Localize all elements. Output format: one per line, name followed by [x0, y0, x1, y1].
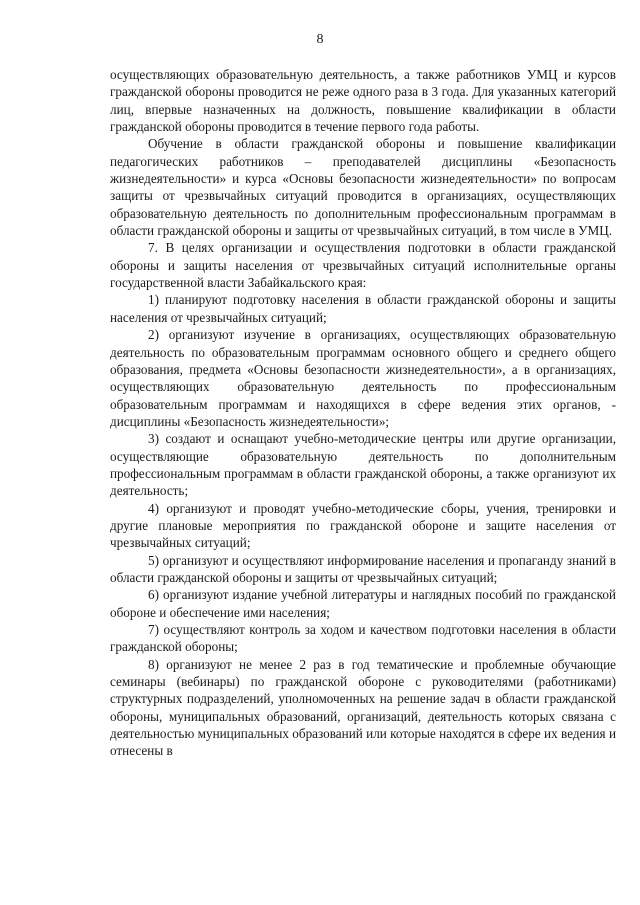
list-item-3: 3) создают и оснащают учебно-методические центры или другие организации, осуществляющие образовательную деятельность по дополнительным профессиональным программам в области гражданской обороны, а также организуют их деятельность;	[110, 431, 616, 499]
paragraph-item-7: 7. В целях организации и осуществления подготовки в области гражданской обороны и защиты населения от чрезвычайных ситуаций исполнительные органы государственной власти Забайкальского края:	[110, 240, 616, 291]
list-item-6: 6) организуют издание учебной литературы и наглядных пособий по гражданской обороне и обеспечение ими населения;	[110, 587, 616, 620]
list-item-2: 2) организуют изучение в организациях, осуществляющих образовательную деятельность по образовательным программам основного общего и среднего общего образования, предмета «Основы безопасности жизнедеятельности», а в организациях, осуществляющих образовательную деятельность по профессиональным образовательным программам и находящихся в сфере ведения этих органов, - дисциплины «Безопасность жизнедеятельности»;	[110, 327, 616, 429]
list-item-8: 8) организуют не менее 2 раз в год тематические и проблемные обучающие семинары (вебинары) по гражданской обороне с руководителями (работниками) структурных подразделений, уполномоченных на решение задач в области гражданской обороны, муниципальных образований, организаций, деятельность которых связана с деятельностью муниципальных образований или которые находятся в сфере их ведения и отнесены в	[110, 656, 616, 759]
page-number: 8	[316, 32, 324, 47]
document-body	[110, 66, 616, 760]
list-item-4: 4) организуют и проводят учебно-методические сборы, учения, тренировки и другие плановые мероприятия по гражданской обороне и защите населения от чрезвычайных ситуаций;	[110, 500, 616, 551]
paragraph-continuation: осуществляющих образовательную деятельность, а также работников УМЦ и курсов гражданской обороны проводится не реже одного раза в 3 года. Для указанных категорий лиц, впервые назначенных на должность, повышение квалификации в области гражданской обороны проводится в течение первого года работы.	[110, 67, 616, 135]
list-item-7: 7) осуществляют контроль за ходом и качеством подготовки населения в области гражданской обороны;	[110, 622, 616, 655]
paragraph-training-teachers: Обучение в области гражданской обороны и повышение квалификации педагогических работников – преподавателей дисциплины «Безопасность жизнедеятельности» и курса «Основы безопасности жизнедеятельности» по вопросам защиты от чрезвычайных ситуаций проводится в организациях, осуществляющих образовательную деятельность по дополнительным профессиональным программам в области гражданской обороны и защиты от чрезвычайных ситуаций, в том числе в УМЦ.	[110, 136, 616, 239]
list-item-1: 1) планируют подготовку населения в области гражданской обороны и защиты населения от чрезвычайных ситуаций;	[110, 292, 616, 325]
list-item-5: 5) организуют и осуществляют информирование населения и пропаганду знаний в области гражданской обороны и защиты от чрезвычайных ситуаций;	[110, 552, 616, 585]
